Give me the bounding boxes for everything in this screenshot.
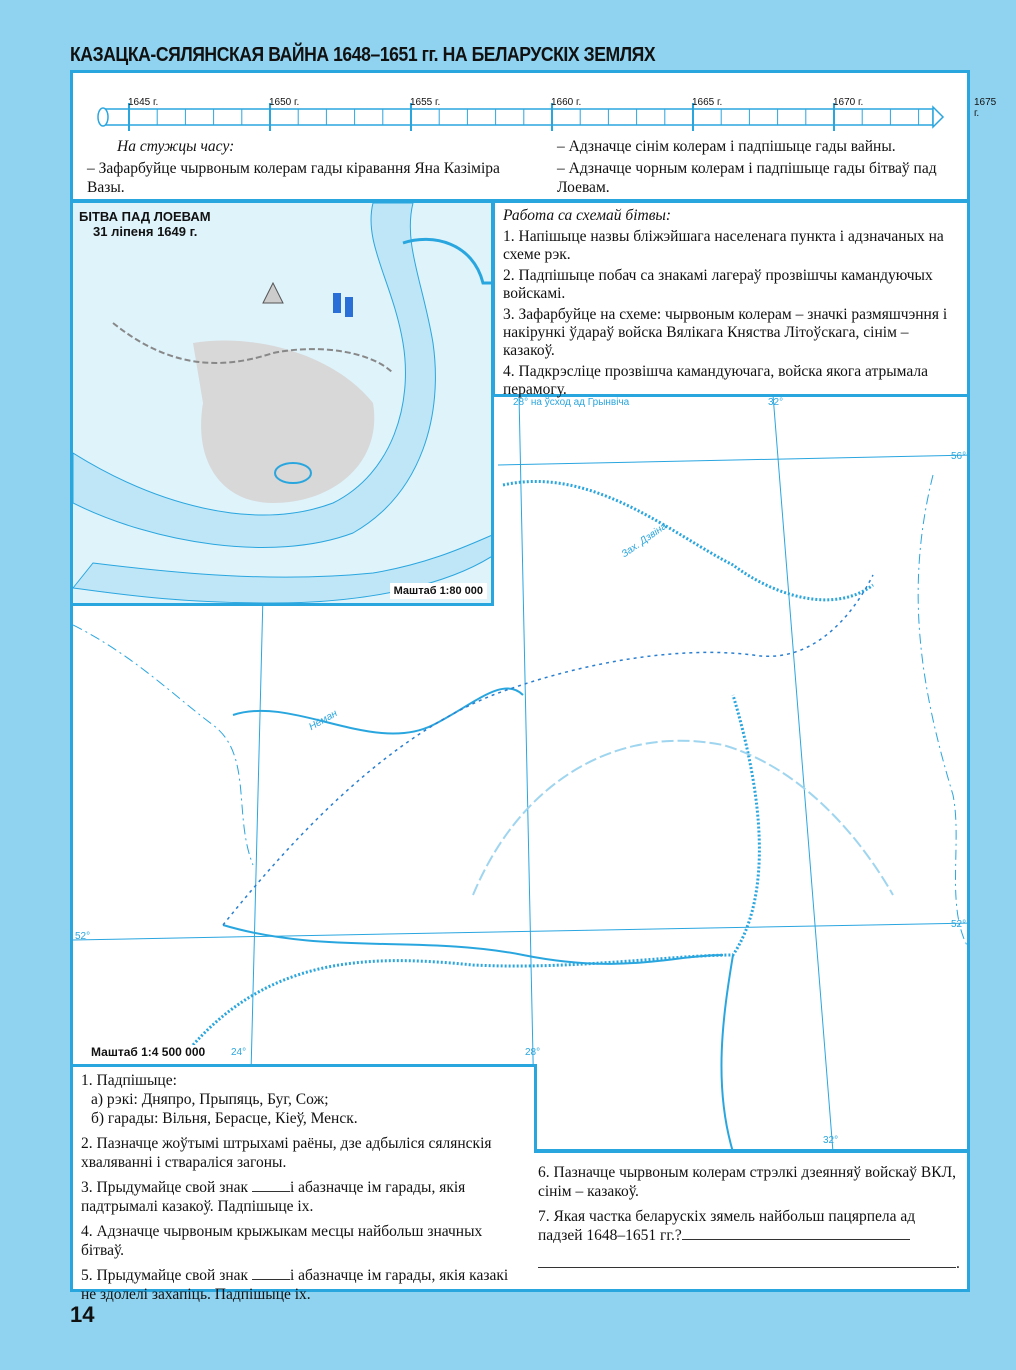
timeline-year-label: 1675 г. <box>974 97 997 119</box>
page-title: КАЗАЦКА-СЯЛЯНСКАЯ ВАЙНА 1648–1651 гг. НА БЕЛАРУСКІХ ЗЕМЛЯХ <box>70 44 656 66</box>
timeline-heading: На стужцы часу: <box>117 138 235 155</box>
lat-52-label-right: 52° <box>951 919 967 930</box>
task-5-start: 5. Прыдумайце свой знак <box>81 1267 249 1284</box>
task-3-start: 3. Прыдумайце свой знак <box>81 1179 249 1196</box>
timeline-year-label: 1650 г. <box>269 97 300 108</box>
battle-date: 31 ліпеня 1649 г. <box>93 224 198 239</box>
battle-task: 2. Падпішыце побач са знакамі лагераў прозвішчы камандуючых войскамі. <box>503 267 933 302</box>
task-3-end: і абазначце ім гарады, якія падтрымалі казакоў. Падпішыце іх. <box>81 1179 466 1215</box>
map-scale: Маштаб 1:4 500 000 <box>91 1045 206 1059</box>
timeline-year-label: 1645 г. <box>128 97 159 108</box>
task-1: 1. Падпішыце: <box>81 1072 177 1089</box>
timeline-task-3: – Адзначце чорным колерам і падпішыце гады бітваў пад Лоевам. <box>557 160 937 196</box>
timeline-year-label: 1660 г. <box>551 97 582 108</box>
timeline-year-label: 1655 г. <box>410 97 441 108</box>
battle-tasks-heading: Работа са схемай бітвы: <box>503 207 672 224</box>
answer-line[interactable] <box>538 1253 956 1268</box>
task-1b: б) гарады: Вільня, Берасце, Кіеў, Менск. <box>91 1110 358 1127</box>
lon-24-label: 24° <box>231 1047 247 1058</box>
task-5 <box>81 1266 526 1304</box>
page-number: 14 <box>70 1302 95 1327</box>
lat-52-label-left: 52° <box>75 931 91 942</box>
lon-28-label: 28° <box>525 1047 541 1058</box>
timeline-year-label: 1665 г. <box>692 97 723 108</box>
lat-56-label: 56° <box>951 451 967 462</box>
map-tasks-right: 6. Пазначце чырвоным колерам стрэлкі дзеянняў войскаў ВКЛ, сінім – казакоў. 7. Якая частка беларускіх зямель найбольш пацярпела ад падзей 1648–1651 гг.? . <box>534 1150 970 1292</box>
timeline-section <box>70 70 997 202</box>
task-1a: а) рэкі: Дняпро, Прыпяць, Буг, Сож; <box>91 1091 329 1108</box>
timeline-task-2: – Адзначце сінім колерам і падпішыце гады вайны. <box>557 138 896 155</box>
river-neman-label: Нёман <box>307 708 340 733</box>
lon-32-bottom: 32° <box>823 1135 839 1146</box>
task-5-end: і абазначце ім гарады, якія казакі не здолелі захапіць. Падпішыце іх. <box>81 1267 509 1303</box>
battle-title: БІТВА ПАД ЛОЕВАМ <box>79 209 211 224</box>
task-2: 2. Пазначце жоўтымі штрыхамі раёны, дзе адбыліся сялянскія хваляванні і ствараліся загоны. <box>81 1135 492 1171</box>
timeline-year-label: 1670 г. <box>833 97 864 108</box>
answer-line[interactable] <box>682 1239 910 1240</box>
lon-32-top: 32° <box>768 397 784 408</box>
timeline-task-1: – Зафарбуйце чырвоным колерам гады кіравання Яна Казіміра Вазы. <box>87 160 500 196</box>
task-7: 7. Якая частка беларускіх зямель найбольш пацярпела ад падзей 1648–1651 гг.? <box>538 1208 916 1244</box>
symbol-blank[interactable] <box>252 1279 290 1280</box>
battle-scheme <box>70 200 494 606</box>
task-4: 4. Адзначце чырвоным крыжыкам месцы найбольш значных бітваў. <box>81 1223 483 1259</box>
symbol-blank[interactable] <box>252 1191 290 1192</box>
meridian-label: 28° на ўсход ад Грынвіча <box>513 397 630 408</box>
task-6: 6. Пазначце чырвоным колерам стрэлкі дзеянняў войскаў ВКЛ, сінім – казакоў. <box>538 1164 956 1200</box>
map-tasks-left <box>70 1064 537 1303</box>
battle-scale: Маштаб 1:80 000 <box>390 583 487 599</box>
battle-task: 4. Падкрэсліце прозвішча камандуючага, войска якога атрымала перамогу. <box>503 363 928 398</box>
task-3 <box>81 1178 526 1216</box>
battle-tasks <box>492 200 970 397</box>
river-dvina-label: Зах. Дзвіна <box>619 520 670 561</box>
battle-task: 3. Зафарбуйце на схеме: чырвоным колерам – значкі размяшчэння і накірункі ўдараў войска Вялікага Княства Літоўскага, сінім – казакоў. <box>503 306 948 359</box>
battle-map <box>73 203 494 606</box>
battle-task: 1. Напішыце назвы бліжэйшага населенага пункта і адзначаных на схеме рэк. <box>503 228 944 263</box>
